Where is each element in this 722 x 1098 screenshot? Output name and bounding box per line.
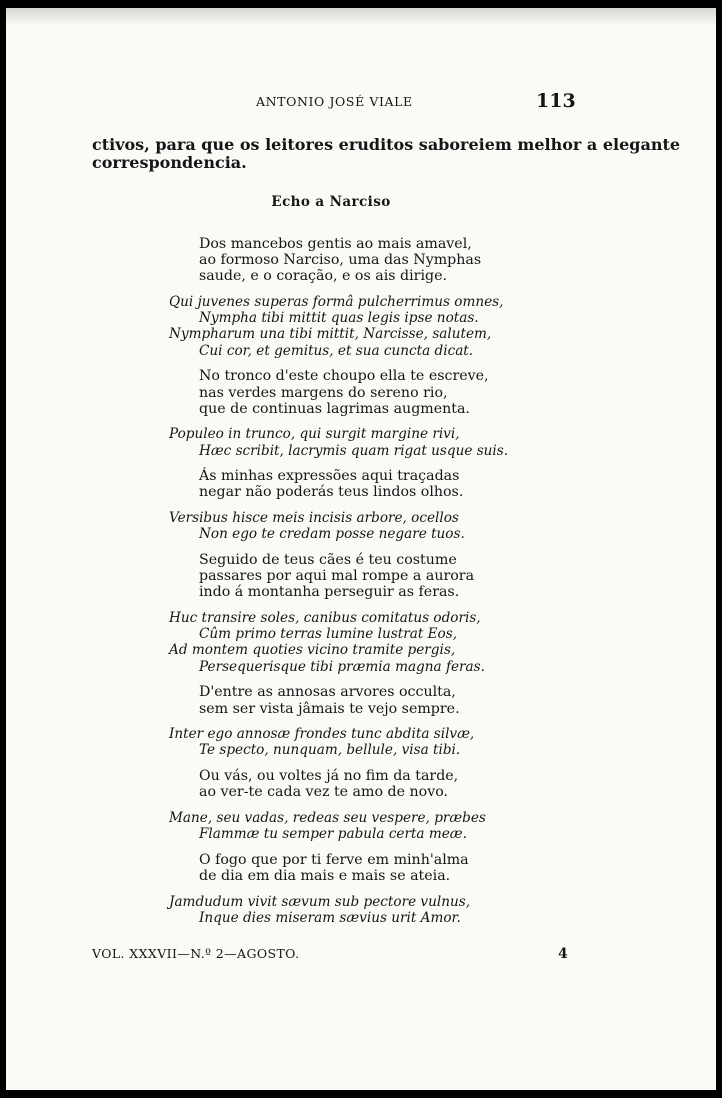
verse-line: nas verdes margens do sereno rio, [199, 384, 448, 401]
stanza-latin [169, 810, 716, 842]
volume-line: VOL. XXXVII—N.º 2—AGOSTO. [92, 946, 300, 961]
book-page [6, 8, 716, 1090]
verse-line: negar não poderás teus lindos olhos. [199, 484, 464, 501]
verse-line: Persequerisque tibi præmia magna feras. [199, 658, 485, 675]
verse-line: Cûm primo terras lumine lustrat Eos, [199, 626, 458, 643]
verse-line: Qui juvenes superas formâ pulcherrimus omnes, [169, 294, 504, 311]
verse-line: Ou vás, ou voltes já no fim da tarde, [199, 768, 459, 785]
verse-line: Nympharum una tibi mittit, Narcisse, salutem, [169, 326, 492, 343]
verse-line: Non ego te credam posse negare tuos. [199, 526, 465, 543]
verse-line: D'entre as annosas arvores occulta, [199, 684, 456, 701]
verse-line: Nympha tibi mittit quas legis ipse notas. [199, 310, 479, 327]
intro-line: correspondencia. [92, 153, 247, 172]
poem-body [6, 236, 716, 936]
stanza-latin [169, 426, 716, 458]
running-head: ANTONIO JOSÉ VIALE [256, 94, 413, 109]
verse-line: Seguido de teus cães é teu costume [199, 552, 457, 568]
verse-line: Huc transire soles, canibus comitatus odoris, [169, 610, 481, 627]
intro-paragraph [92, 135, 681, 172]
page-number: 113 [536, 90, 576, 112]
poem-title: Echo a Narciso [271, 194, 391, 210]
stanza-portuguese [199, 468, 716, 500]
signature-mark: 4 [558, 946, 568, 962]
verse-line: ao formoso Narciso, uma das Nymphas [199, 252, 482, 269]
verse-line: Hæc scribit, lacrymis quam rigat usque suis. [199, 442, 509, 459]
verse-line: O fogo que por ti ferve em minh'alma [199, 851, 469, 868]
verse-line: Jamdudum vivit sævum sub pectore vulnus, [169, 893, 471, 910]
verse-line: que de continuas lagrimas augmenta. [199, 400, 470, 417]
verse-line: Mane, seu vadas, redeas seu vespere, præbes [169, 809, 486, 826]
verse-line: indo á montanha perseguir as feras. [199, 584, 460, 601]
stanza-portuguese [199, 768, 716, 800]
verse-line: Te specto, nunquam, bellule, visa tibi. [199, 742, 461, 759]
verse-line: ao ver-te cada vez te amo de novo. [199, 784, 449, 801]
stanza-latin [169, 894, 716, 926]
stanza-portuguese [199, 684, 716, 716]
verse-line: Flammæ tu semper pabula certa meæ. [199, 826, 467, 843]
verse-line: de dia em dia mais e mais se ateia. [199, 868, 451, 884]
verse-line: sem ser vista jâmais te vejo sempre. [199, 700, 460, 717]
verse-line: Inter ego annosæ frondes tunc abdita silvæ, [169, 726, 475, 743]
verse-line: Ad montem quoties vicino tramite pergis, [169, 642, 456, 659]
intro-line: ctivos, para que os leitores eruditos saboreiem melhor a elegante [92, 135, 681, 154]
stanza-latin [169, 294, 716, 359]
verse-line: Dos mancebos gentis ao mais amavel, [199, 236, 472, 252]
stanza-latin [169, 726, 716, 758]
stanza-latin [169, 610, 716, 675]
stanza-latin [169, 510, 716, 542]
verse-line: Ás minhas expressões aqui traçadas [199, 468, 460, 485]
page-footer [6, 946, 716, 966]
verse-line: Populeo in trunco, qui surgit margine rivi, [169, 426, 460, 443]
verse-line: Versibus hisce meis incisis arbore, ocellos [169, 510, 459, 527]
verse-line: saude, e o coração, e os ais dirige. [199, 268, 447, 285]
page-header [6, 90, 716, 114]
stanza-portuguese [199, 552, 716, 601]
verse-line: passares por aqui mal rompe a aurora [199, 568, 475, 585]
verse-line: Cui cor, et gemitus, et sua cuncta dicat. [199, 342, 474, 359]
stanza-portuguese [199, 368, 716, 417]
verse-line: Inque dies miseram sævius urit Amor. [199, 909, 461, 926]
stanza-portuguese [199, 236, 716, 285]
verse-line: No tronco d'este choupo ella te escreve, [199, 368, 489, 385]
stanza-portuguese [199, 852, 716, 884]
